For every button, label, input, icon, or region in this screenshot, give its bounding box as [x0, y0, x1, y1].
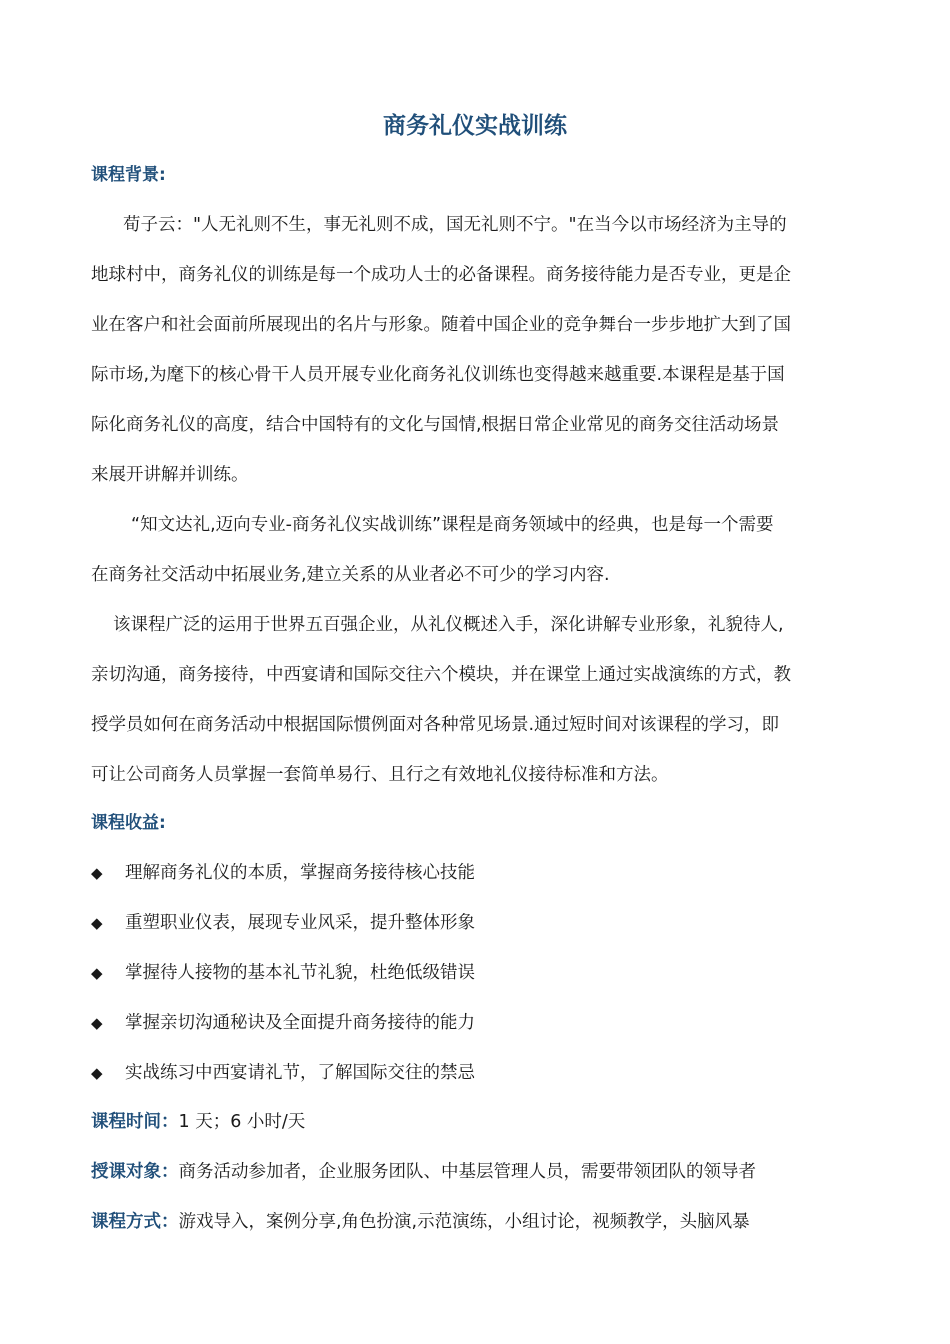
background-line-8: 在商务社交活动中拓展业务,建立关系的从业者必不可少的学习内容.	[91, 565, 610, 585]
course-method-row	[91, 1207, 750, 1237]
course-time-label: 课程时间：	[91, 1112, 179, 1132]
background-line-12: 可让公司商务人员掌握一套简单易行、且行之有效地礼仪接待标准和方法。	[91, 765, 669, 785]
diamond-bullet-icon: ◆	[91, 964, 103, 982]
benefit-item	[91, 858, 475, 888]
course-time-value: 1 天；6 小时/天	[178, 1112, 306, 1132]
background-line-9: 该课程广泛的运用于世界五百强企业，从礼仪概述入手，深化讲解专业形象，礼貌待人,	[113, 615, 784, 635]
background-line-11: 授学员如何在商务活动中根据国际惯例面对各种常见场景.通过短时间对该课程的学习，即	[91, 715, 780, 735]
background-line-5: 际化商务礼仪的高度，结合中国特有的文化与国情,根据日常企业常见的商务交往活动场景	[91, 415, 780, 435]
background-heading: 课程背景:	[91, 165, 166, 185]
background-line-4: 际市场,为麾下的核心骨干人员开展专业化商务礼仪训练也变得越来越重要.本课程是基于国	[91, 365, 785, 385]
benefit-text: 理解商务礼仪的本质，掌握商务接待核心技能	[125, 863, 475, 883]
benefit-item	[91, 908, 475, 938]
course-time-row	[91, 1107, 305, 1137]
background-line-2: 地球村中，商务礼仪的训练是每一个成功人士的必备课程。商务接待能力是否专业，更是企	[91, 265, 791, 285]
course-method-label: 课程方式：	[91, 1212, 179, 1232]
benefit-item	[91, 958, 475, 988]
document-title: 商务礼仪实战训练	[383, 113, 567, 139]
diamond-bullet-icon: ◆	[91, 914, 103, 932]
audience-value: 商务活动参加者，企业服务团队、中基层管理人员，需要带领团队的领导者	[178, 1162, 756, 1182]
benefit-text: 实战练习中西宴请礼节，了解国际交往的禁忌	[125, 1063, 475, 1083]
diamond-bullet-icon: ◆	[91, 1014, 103, 1032]
course-method-value: 游戏导入，案例分享,角色扮演,示范演练，小组讨论，视频教学，头脑风暴	[178, 1212, 750, 1232]
benefit-item	[91, 1008, 475, 1038]
background-line-7: “知文达礼,迈向专业-商务礼仪实战训练”课程是商务领域中的经典，也是每一个需要	[131, 515, 774, 535]
background-line-3: 业在客户和社会面前所展现出的名片与形象。随着中国企业的竞争舞台一步步地扩大到了国	[91, 315, 791, 335]
audience-label: 授课对象：	[91, 1162, 179, 1182]
benefit-text: 重塑职业仪表，展现专业风采，提升整体形象	[125, 913, 475, 933]
diamond-bullet-icon: ◆	[91, 864, 103, 882]
audience-row	[91, 1157, 756, 1187]
background-line-1: 荀子云："人无礼则不生，事无礼则不成，国无礼则不宁。"在当今以市场经济为主导的	[123, 215, 787, 235]
benefits-heading: 课程收益:	[91, 813, 166, 833]
background-line-6: 来展开讲解并训练。	[91, 465, 249, 485]
benefit-item	[91, 1058, 475, 1088]
benefit-text: 掌握亲切沟通秘诀及全面提升商务接待的能力	[125, 1013, 475, 1033]
benefit-text: 掌握待人接物的基本礼节礼貌，杜绝低级错误	[125, 963, 475, 983]
diamond-bullet-icon: ◆	[91, 1064, 103, 1082]
background-line-10: 亲切沟通，商务接待，中西宴请和国际交往六个模块，并在课堂上通过实战演练的方式，教	[91, 665, 791, 685]
